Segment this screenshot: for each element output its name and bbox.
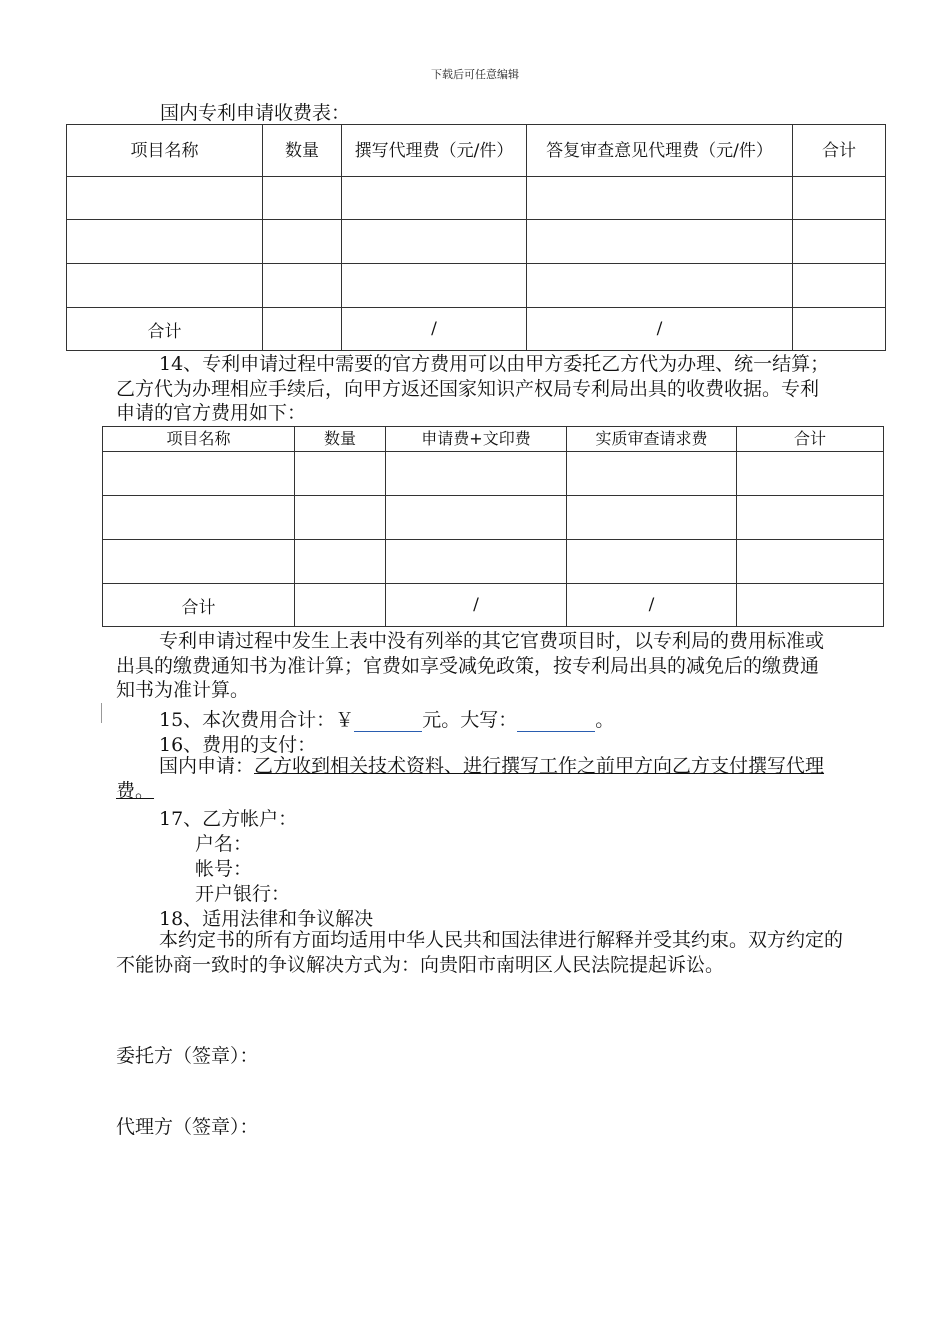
table-cell: [67, 177, 263, 220]
domestic-fee-table-title: 国内专利申请收费表：: [160, 102, 351, 124]
agent-signature: 代理方（签章）：: [116, 1116, 259, 1138]
table-cell: [295, 496, 386, 540]
column-header: 数量: [263, 125, 342, 177]
column-header: 撰写代理费（元/件）: [342, 125, 527, 177]
official-fee-note: 专利申请过程中发生上表中没有列举的其它官费项目时，以专利局的费用标准或出具的缴费通知书为准计算；官费如享受减免政策，按专利局出具的减免后的缴费通知书为准计算。: [116, 630, 825, 701]
table-cell: [527, 220, 793, 264]
principal-signature: 委托方（签章）：: [116, 1045, 259, 1067]
table-cell: [295, 452, 386, 496]
page-header: 下载后可任意编辑: [431, 68, 519, 81]
table-row: [103, 540, 884, 584]
total-row: [103, 584, 884, 627]
domestic-payment-label: 国内申请：: [159, 755, 255, 777]
table-row: [67, 177, 886, 220]
table-row: [67, 264, 886, 308]
table-cell: /: [342, 308, 527, 351]
column-header: 答复审查意见代理费（元/件）: [527, 125, 793, 177]
clause-14: 14、专利申请过程中需要的官方费用可以由甲方委托乙方代为办理、统一结算；乙方代为办理相应手续后，向甲方返还国家知识产权局专利局出具的收费收据。专利申请的官方费用如下：: [116, 353, 830, 424]
table-cell: [527, 177, 793, 220]
table-cell: /: [386, 584, 567, 627]
table-row: [103, 452, 884, 496]
table-cell: [737, 540, 884, 584]
table-cell: 合计: [67, 308, 263, 351]
bank-label: 开户银行：: [195, 883, 291, 905]
column-header: 合计: [793, 125, 886, 177]
table-cell: [567, 452, 737, 496]
table-cell: [103, 540, 295, 584]
table-cell: [295, 584, 386, 627]
table-cell: [386, 496, 567, 540]
table-cell: [342, 177, 527, 220]
clause-15: [159, 705, 614, 732]
table-cell: [793, 264, 886, 308]
table-cell: [342, 220, 527, 264]
table-cell: [386, 452, 567, 496]
table-cell: [737, 452, 884, 496]
domestic-payment: [116, 754, 836, 803]
clause-15-prefix: 15、本次费用合计：￥: [159, 709, 355, 731]
table-cell: [103, 496, 295, 540]
table-cell: [567, 496, 737, 540]
domestic-fee-table: [66, 124, 886, 351]
clause-18-text: 本约定书的所有方面均适用中华人民共和国法律进行解释并受其约束。双方约定的不能协商一致时的争议解决方式为：向贵阳市南明区人民法院提起诉讼。: [116, 929, 844, 976]
official-fee-table: [102, 426, 884, 627]
total-row: [67, 308, 886, 351]
clause-16: 16、费用的支付：: [159, 734, 317, 756]
column-header: 申请费+文印费: [386, 427, 567, 452]
table-cell: [263, 308, 342, 351]
domestic-payment-terms: 乙方收到相关技术资料、进行撰写工作之前甲方向乙方支付撰写代理费。: [116, 755, 825, 802]
table-cell: [263, 177, 342, 220]
table-cell: 合计: [103, 584, 295, 627]
column-header: 实质审查请求费: [567, 427, 737, 452]
table-cell: [67, 220, 263, 264]
table-cell: [263, 220, 342, 264]
clause-15-mid: 元。大写：: [422, 709, 518, 731]
table-cell: [295, 540, 386, 584]
table-cell: [342, 264, 527, 308]
table-cell: [737, 584, 884, 627]
table-row: [67, 220, 886, 264]
column-header: 数量: [295, 427, 386, 452]
amount-in-words-field[interactable]: [517, 709, 595, 732]
clause-17-title: 17、乙方帐户：: [159, 808, 298, 830]
table-cell: [527, 264, 793, 308]
column-header: 项目名称: [67, 125, 263, 177]
table-cell: [793, 177, 886, 220]
table-cell: [103, 452, 295, 496]
table-cell: [793, 220, 886, 264]
table-cell: [67, 264, 263, 308]
column-header: 合计: [737, 427, 884, 452]
column-header: 项目名称: [103, 427, 295, 452]
table-row: [103, 496, 884, 540]
total-amount-field[interactable]: [354, 709, 422, 732]
account-name-label: 户名：: [195, 833, 253, 855]
table-cell: [263, 264, 342, 308]
table-cell: [793, 308, 886, 351]
table-cell: /: [567, 584, 737, 627]
text-cursor: [101, 703, 102, 723]
table-cell: [386, 540, 567, 584]
clause-18-title: 18、适用法律和争议解决: [159, 908, 374, 930]
clause-15-suffix: 。: [595, 709, 615, 731]
account-number-label: 帐号：: [195, 858, 253, 880]
table-cell: /: [527, 308, 793, 351]
table-cell: [737, 496, 884, 540]
table-cell: [567, 540, 737, 584]
